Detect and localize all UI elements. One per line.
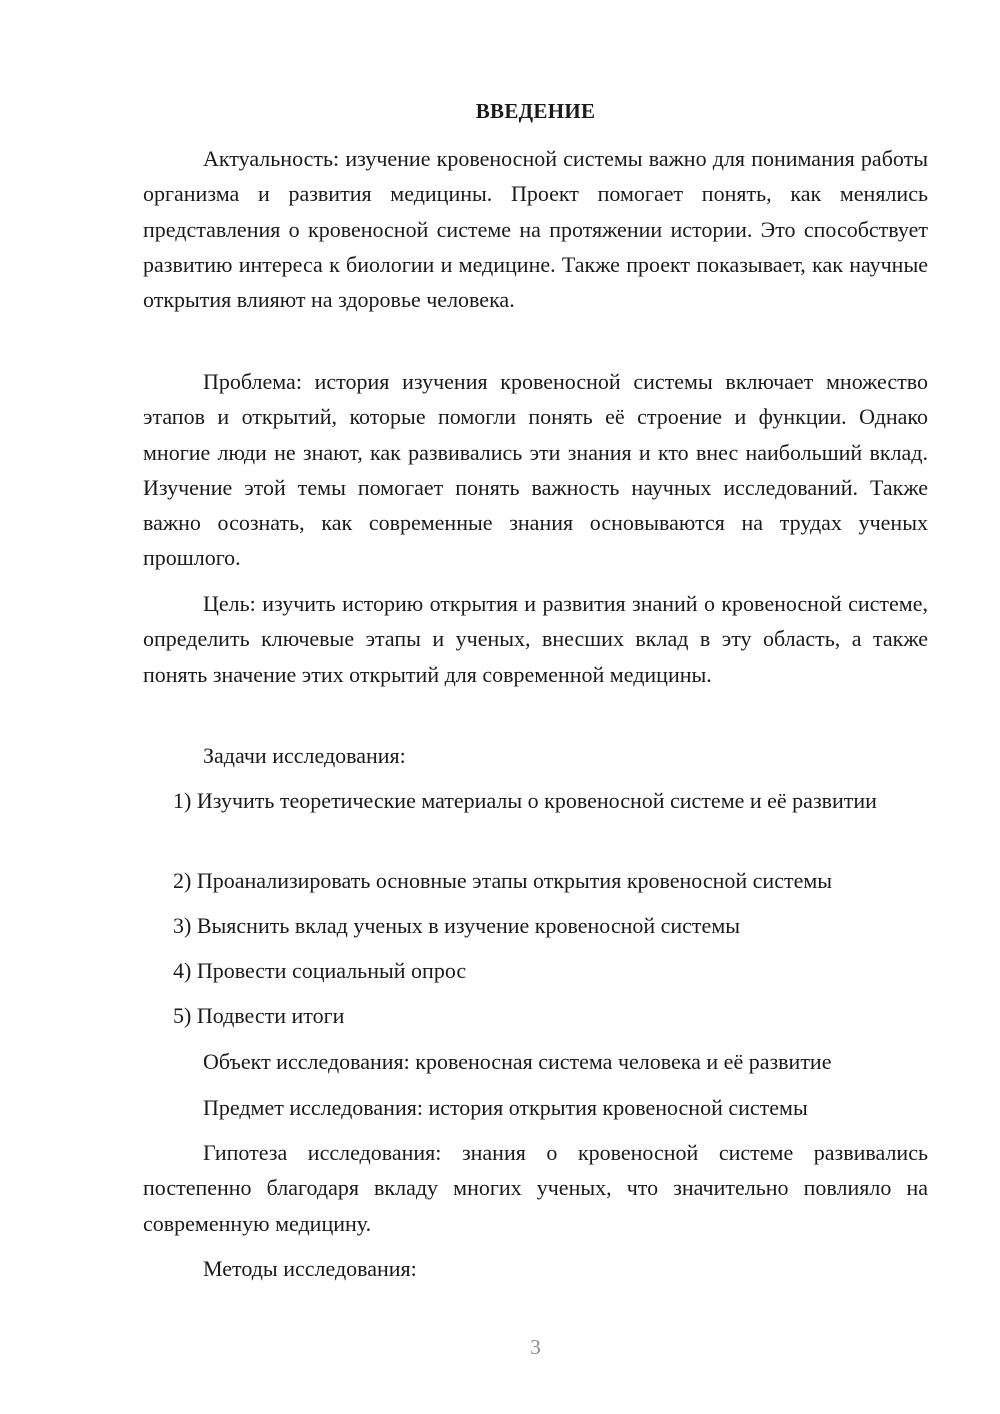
page-number: 3	[530, 1335, 541, 1359]
task-item-2: 2) Проанализировать основные этапы открытия кровеносной системы	[173, 868, 833, 893]
methods-heading: Методы исследования:	[203, 1256, 417, 1281]
task-item-4: 4) Провести социальный опрос	[173, 958, 467, 983]
task-item-5: 5) Подвести итоги	[173, 1003, 345, 1028]
relevance-paragraph: Актуальность: изучение кровеносной системы важно для понимания работы организма и развития медицины. Проект помогает понять, как менялись представления о кровеносной системе на протяжении истории. Это способствует развитию интереса к биологии и медицине. Также проект показывает, как научные открытия влияют на здоровье человека.	[143, 146, 928, 313]
page-title: ВВЕДЕНИЕ	[475, 99, 596, 123]
hypothesis-paragraph: Гипотеза исследования: знания о кровеносной системе развивались постепенно благодаря вкладу многих ученых, что значительно повлияло на современную медицину.	[143, 1140, 928, 1236]
goal-paragraph: Цель: изучить историю открытия и развития знаний о кровеносной системе, определить ключевые этапы и ученых, внесших вклад в эту область, а также понять значение этих открытий для современной медицины.	[143, 591, 928, 687]
object-paragraph: Объект исследования: кровеносная система человека и её развитие	[203, 1049, 832, 1074]
subject-paragraph: Предмет исследования: история открытия кровеносной системы	[203, 1095, 808, 1120]
task-item-3: 3) Выяснить вклад ученых в изучение кровеносной системы	[173, 913, 741, 938]
tasks-heading: Задачи исследования:	[203, 743, 406, 768]
task-item-1: 1) Изучить теоретические материалы о кровеносной системе и её развитии	[173, 788, 877, 813]
problem-paragraph: Проблема: история изучения кровеносной системы включает множество этапов и открытий, которые помогли понять её строение и функции. Однако многие люди не знают, как развивались эти знания и кто внес наибольший вклад. Изучение этой темы помогает понять важность научных исследований. Также важно осознать, как современные знания основываются на трудах ученых прошлого.	[143, 369, 928, 571]
